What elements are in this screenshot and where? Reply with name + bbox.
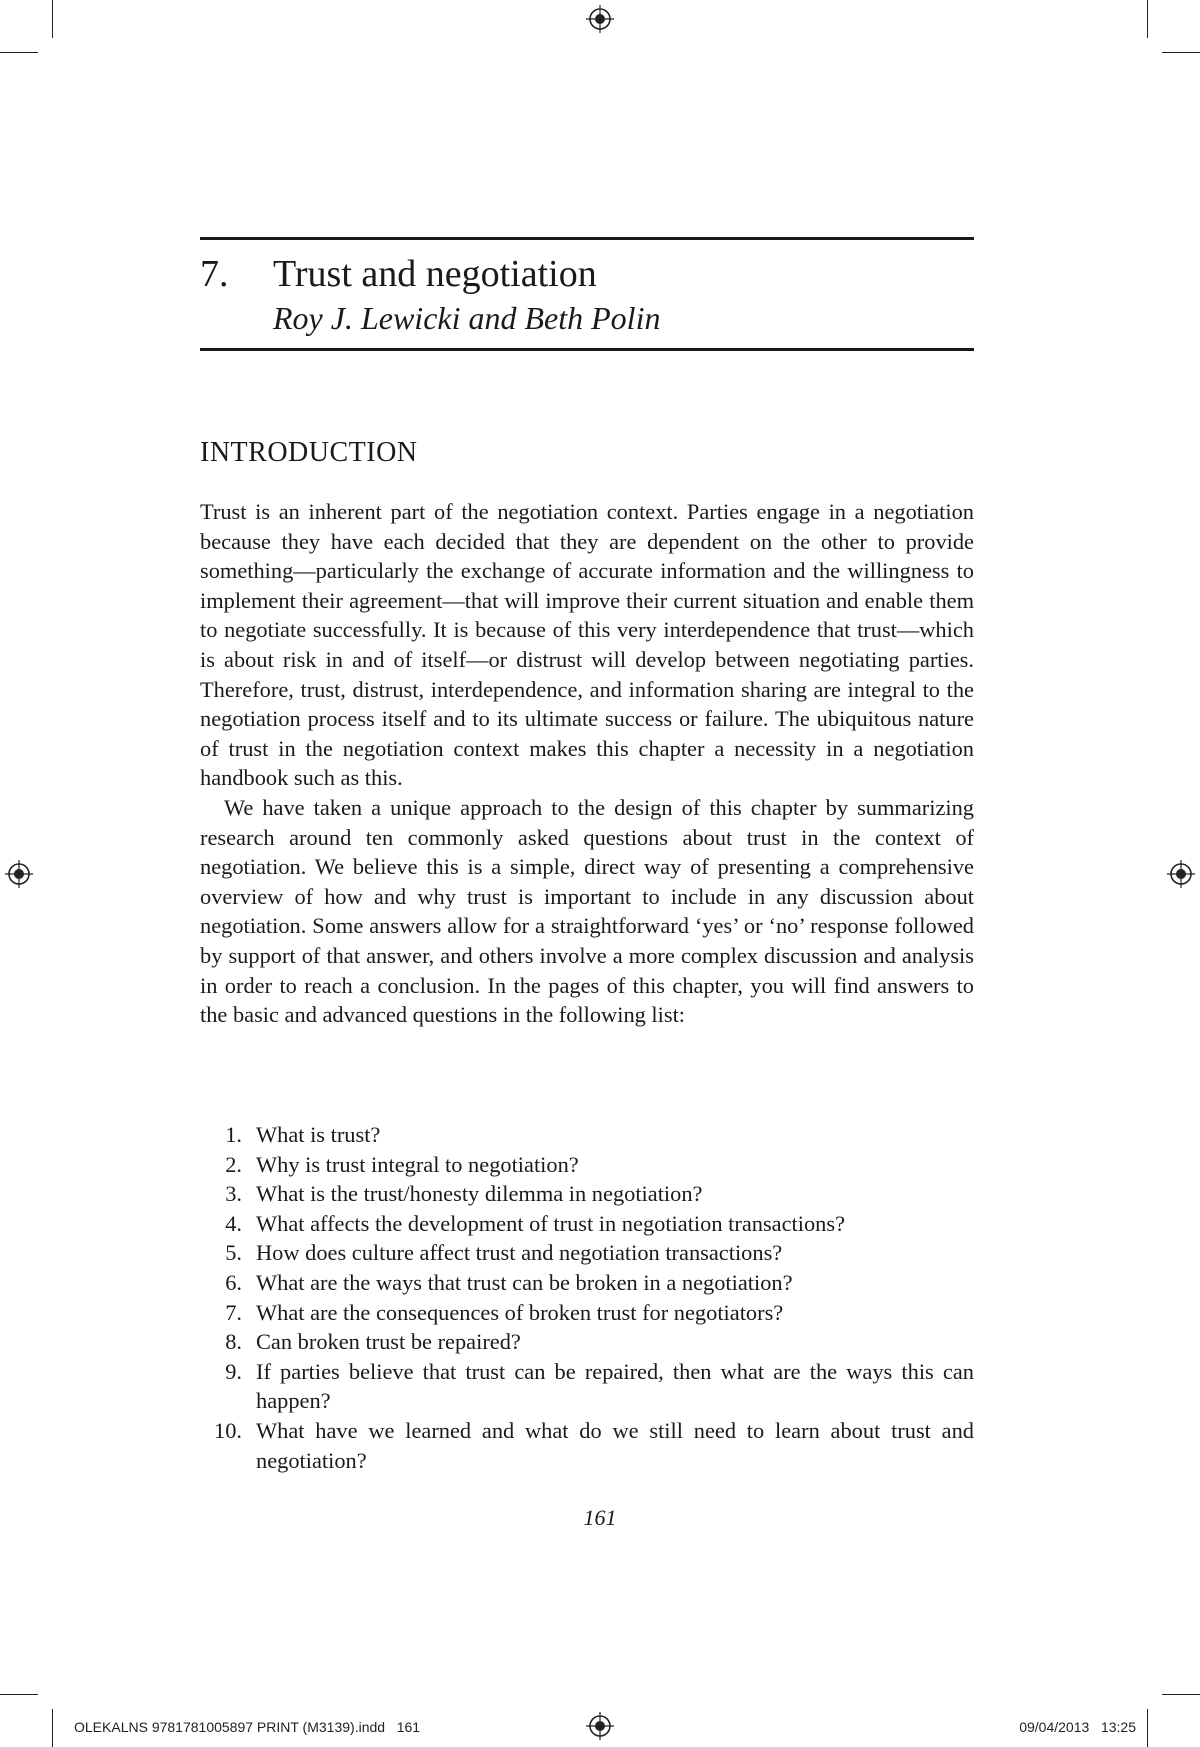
list-item [200, 1120, 974, 1150]
crop-mark-bottom-left-vertical [52, 1709, 53, 1747]
list-item-number: 9. [225, 1358, 242, 1384]
body-text [200, 497, 974, 1030]
registration-mark-icon [585, 4, 615, 34]
crop-mark-top-left-vertical [52, 0, 53, 38]
page-number: 161 [583, 1505, 617, 1530]
registration-mark-icon [585, 1711, 615, 1741]
registration-mark-icon [1166, 859, 1196, 889]
list-item-text: What is the trust/honesty dilemma in negotiation? [256, 1181, 703, 1207]
chapter-rule-top [200, 237, 974, 240]
list-item-text: What is trust? [256, 1122, 381, 1147]
crop-mark-bottom-right-vertical [1147, 1709, 1148, 1747]
list-item-number: 5. [225, 1240, 242, 1266]
list-item-number: 8. [225, 1329, 242, 1355]
chapter-title: Trust and negotiation [273, 253, 597, 295]
list-item [200, 1268, 974, 1298]
list-item-number: 6. [225, 1269, 242, 1295]
chapter-number: 7. [200, 253, 229, 295]
paragraph: Trust is an inherent part of the negotiation context. Parties engage in a negotiation because they have each decided that they are dependent on the other to provide something—particularly the exchange of accurate information and the willingness to implement their agreement—that will improve their current situation and enable them to negotiate successfully. It is because of this very interdependence that trust—which is about risk in and of itself—or distrust will develop between negotiating parties. Therefore, trust, distrust, interdependence, and information sharing are integral to the negotiation process itself and to its ultimate success or failure. The ubiquitous nature of trust in the negotiation context makes this chapter a necessity in a negotiation handbook such as this. [200, 499, 974, 791]
section-heading: INTRODUCTION [200, 437, 418, 468]
list-item-number: 10. [214, 1417, 242, 1443]
crop-mark-bottom-right-horizontal [1162, 1694, 1200, 1695]
chapter-authors: Roy J. Lewicki and Beth Polin [273, 300, 661, 336]
crop-mark-top-right-vertical [1147, 0, 1148, 38]
chapter-rule-bottom [200, 348, 974, 351]
list-item-text: What are the ways that trust can be broken in a negotiation? [256, 1269, 793, 1295]
list-item [200, 1298, 974, 1328]
list-item-number: 4. [225, 1210, 242, 1236]
list-item [200, 1238, 974, 1268]
slug-date-info: 09/04/2013 13:25 [1019, 1719, 1136, 1735]
list-item-text: Why is trust integral to negotiation? [256, 1151, 579, 1177]
paragraph: We have taken a unique approach to the design of this chapter by summarizing research around ten commonly asked questions about trust in the context of negotiation. We believe this is a simple, direct way of presenting a comprehensive overview of how and why trust is important to include in any discussion about negotiation. Some answers allow for a straightforward ‘yes’ or ‘no’ response followed by support of that answer, and others involve a more complex discussion and analysis in order to reach a conclusion. In the pages of this chapter, you will find answers to the basic and advanced questions in the following list: [200, 794, 974, 1028]
chapter-header [200, 237, 974, 351]
list-item [200, 1150, 974, 1180]
list-item [200, 1416, 974, 1475]
list-item-text: What are the consequences of broken trust for negotiators? [256, 1299, 784, 1325]
list-item [200, 1327, 974, 1357]
list-item-number: 3. [225, 1181, 242, 1207]
list-item-number: 7. [225, 1299, 242, 1325]
crop-mark-top-right-horizontal [1162, 52, 1200, 53]
list-item-text: If parties believe that trust can be repaired, then what are the ways this can happen? [256, 1358, 974, 1414]
slug-file-info: OLEKALNS 9781781005897 PRINT (M3139).indd 161 [74, 1719, 421, 1735]
registration-mark-icon [4, 859, 34, 889]
crop-mark-bottom-left-horizontal [0, 1694, 38, 1695]
list-item-number: 1. [225, 1122, 242, 1147]
list-item [200, 1209, 974, 1239]
list-item-text: What have we learned and what do we still need to learn about trust and negotiation? [256, 1417, 974, 1473]
chapter-title-row [200, 252, 974, 296]
list-item-text: What affects the development of trust in negotiation transactions? [256, 1210, 846, 1236]
crop-mark-top-left-horizontal [0, 52, 38, 53]
list-item-text: Can broken trust be repaired? [256, 1329, 521, 1355]
list-item [200, 1357, 974, 1416]
list-item [200, 1179, 974, 1209]
list-item-number: 2. [225, 1151, 242, 1177]
list-item-text: How does culture affect trust and negotiation transactions? [256, 1240, 783, 1266]
question-list [200, 1120, 974, 1475]
